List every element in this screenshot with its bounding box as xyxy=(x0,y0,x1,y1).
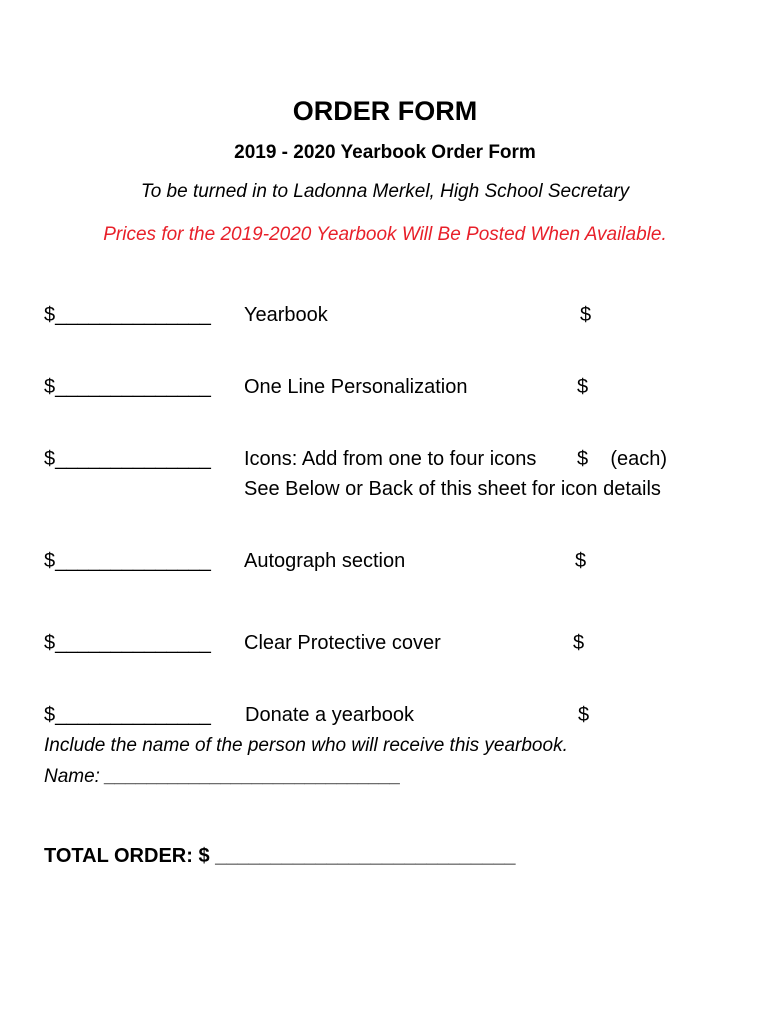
price-notice: Prices for the 2019-2020 Yearbook Will Be Posted When Available. xyxy=(103,224,667,245)
item-label-personalization: One Line Personalization xyxy=(244,376,468,398)
amount-field-cover[interactable]: $______________ xyxy=(44,632,211,654)
item-price-donate: $ xyxy=(578,704,590,726)
amount-field-personalization[interactable]: $______________ xyxy=(44,376,211,398)
amount-field-icons[interactable]: $______________ xyxy=(44,448,211,470)
amount-field-yearbook[interactable]: $______________ xyxy=(44,304,211,326)
item-label-autograph: Autograph section xyxy=(244,550,406,572)
item-price-autograph: $ xyxy=(575,550,587,572)
amount-field-autograph[interactable]: $______________ xyxy=(44,550,211,572)
amount-field-donate[interactable]: $______________ xyxy=(44,704,211,726)
donation-note: Include the name of the person who will receive this yearbook. xyxy=(44,735,568,756)
form-subtitle: 2019 - 2020 Yearbook Order Form xyxy=(234,142,536,163)
total-order-field[interactable]: TOTAL ORDER: $ ___________________________ xyxy=(44,845,516,867)
item-price-cover: $ xyxy=(573,632,585,654)
item-detail-icons: See Below or Back of this sheet for icon details xyxy=(244,478,661,500)
item-label-yearbook: Yearbook xyxy=(244,304,328,326)
form-title: ORDER FORM xyxy=(292,96,478,126)
item-price-yearbook: $ xyxy=(580,304,592,326)
item-price-personalization: $ xyxy=(577,376,589,398)
item-label-donate: Donate a yearbook xyxy=(245,704,415,726)
submission-instruction: To be turned in to Ladonna Merkel, High School Secretary xyxy=(140,181,630,202)
item-label-icons: Icons: Add from one to four icons xyxy=(244,448,537,470)
item-price-icons: $ (each) xyxy=(577,448,668,470)
recipient-name-field[interactable]: Name: ____________________________ xyxy=(44,766,402,787)
item-label-cover: Clear Protective cover xyxy=(244,632,441,654)
